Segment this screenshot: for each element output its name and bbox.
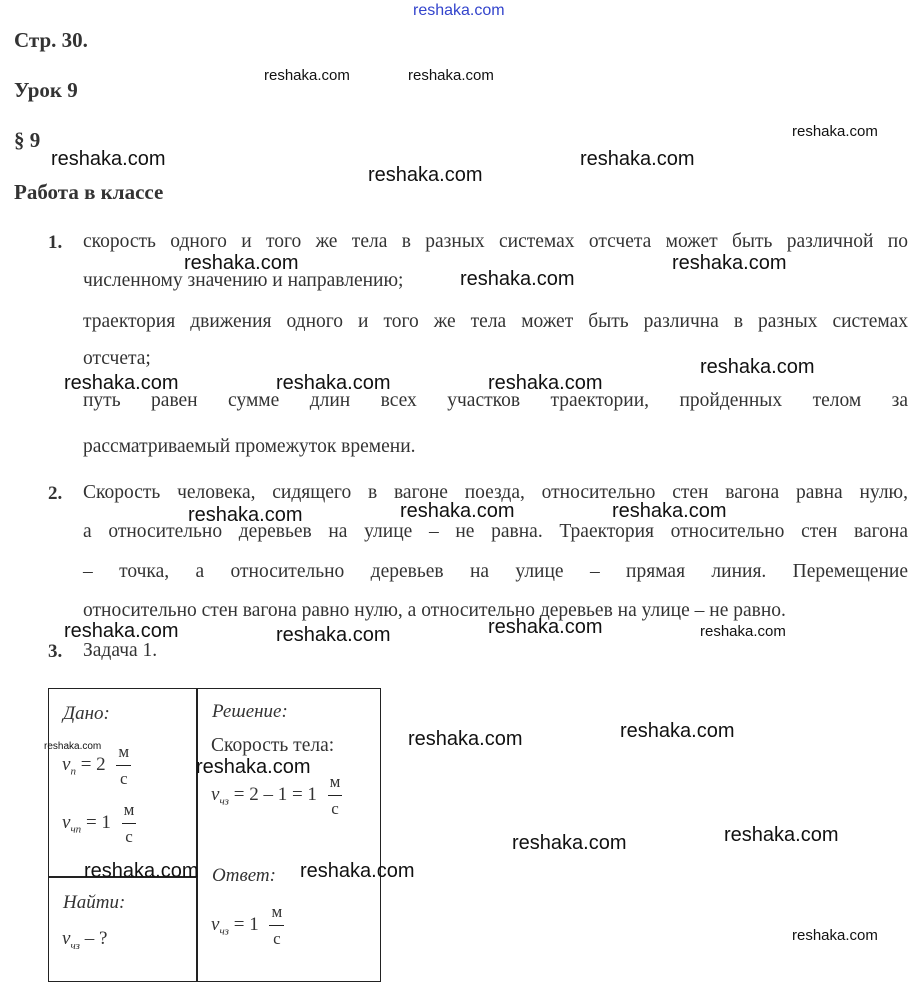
solution-label: Решение: — [212, 701, 288, 722]
item1-line6: рассматриваемый промежуток времени. — [83, 436, 416, 457]
watermark: reshaka.com — [580, 148, 695, 170]
lesson-title: Урок 9 — [14, 78, 78, 102]
watermark: reshaka.com — [792, 123, 878, 140]
watermark: reshaka.com — [672, 252, 787, 274]
watermark: reshaka.com — [64, 620, 179, 642]
item2-line1: Скорость человека, сидящего в вагоне поезда, относительно стен вагона равна нулю, — [83, 482, 908, 503]
item1-line3: траектория движения одного и того же тела может быть различна в разных системах — [83, 311, 908, 332]
watermark: reshaka.com — [700, 356, 815, 378]
item1-line5: путь равен сумме длин всех участков траектории, пройденных телом за — [83, 390, 908, 411]
watermark: reshaka.com — [792, 927, 878, 944]
watermark: reshaka.com — [188, 504, 303, 526]
watermark: reshaka.com — [408, 67, 494, 84]
watermark: reshaka.com — [408, 728, 523, 750]
item-number-3: 3. — [48, 641, 63, 662]
answer-formula: $v_{чз} = 1$ $\frac{м}{с}$ — [211, 902, 283, 948]
given-velocity-1: $v_п = 2$ $\frac{м}{с}$ — [62, 742, 130, 788]
watermark: reshaka.com — [276, 372, 391, 394]
watermark: reshaka.com — [51, 148, 166, 170]
given-label: Дано: — [63, 703, 110, 724]
watermark: reshaka.com — [44, 741, 102, 752]
item2-line3: – точка, а относительно деревьев на улице – прямая линия. Перемещение — [83, 561, 908, 582]
watermark: reshaka.com — [184, 252, 299, 274]
watermark: reshaka.com — [612, 500, 727, 522]
watermark: reshaka.com — [196, 756, 311, 778]
item1-line2: численному значению и направлению; — [83, 270, 404, 291]
solution-text: Скорость тела: — [211, 735, 335, 756]
solution-formula: $v_{чз} = 2 - 1 = 1$ $\frac{м}{с}$ — [211, 772, 341, 818]
paragraph-title: § 9 — [14, 128, 41, 152]
watermark-top: reshaka.com — [413, 2, 505, 19]
watermark: reshaka.com — [84, 860, 199, 882]
item1-line1: скорость одного и того же тела в разных системах отсчета может быть различной по — [83, 231, 908, 252]
watermark: reshaka.com — [488, 372, 603, 394]
item1-line4: отсчета; — [83, 348, 151, 369]
watermark: reshaka.com — [488, 616, 603, 638]
find-label: Найти: — [63, 892, 126, 913]
watermark: reshaka.com — [300, 860, 415, 882]
page-number: Стр. 30. — [14, 28, 88, 52]
watermark: reshaka.com — [64, 372, 179, 394]
watermark: reshaka.com — [512, 832, 627, 854]
watermark: reshaka.com — [460, 268, 575, 290]
watermark: reshaka.com — [368, 164, 483, 186]
item-number-2: 2. — [48, 483, 63, 504]
watermark: reshaka.com — [700, 623, 786, 640]
given-velocity-2: $v_{чп} = 1$ $\frac{м}{с}$ — [62, 800, 135, 846]
watermark: reshaka.com — [264, 67, 350, 84]
find-expression: $v_{чз}$ – ? — [62, 928, 108, 952]
item2-line4: относительно стен вагона равно нулю, а относительно деревьев на улице – не равно. — [83, 600, 786, 621]
item-number-1: 1. — [48, 232, 63, 253]
watermark: reshaka.com — [620, 720, 735, 742]
watermark: reshaka.com — [724, 824, 839, 846]
watermark: reshaka.com — [400, 500, 515, 522]
task-title: Задача 1. — [83, 640, 158, 661]
section-title: Работа в классе — [14, 180, 164, 204]
answer-label: Ответ: — [212, 865, 276, 886]
watermark: reshaka.com — [276, 624, 391, 646]
item2-line2: а относительно деревьев на улице – не равна. Траектория относительно стен вагона — [83, 521, 908, 542]
